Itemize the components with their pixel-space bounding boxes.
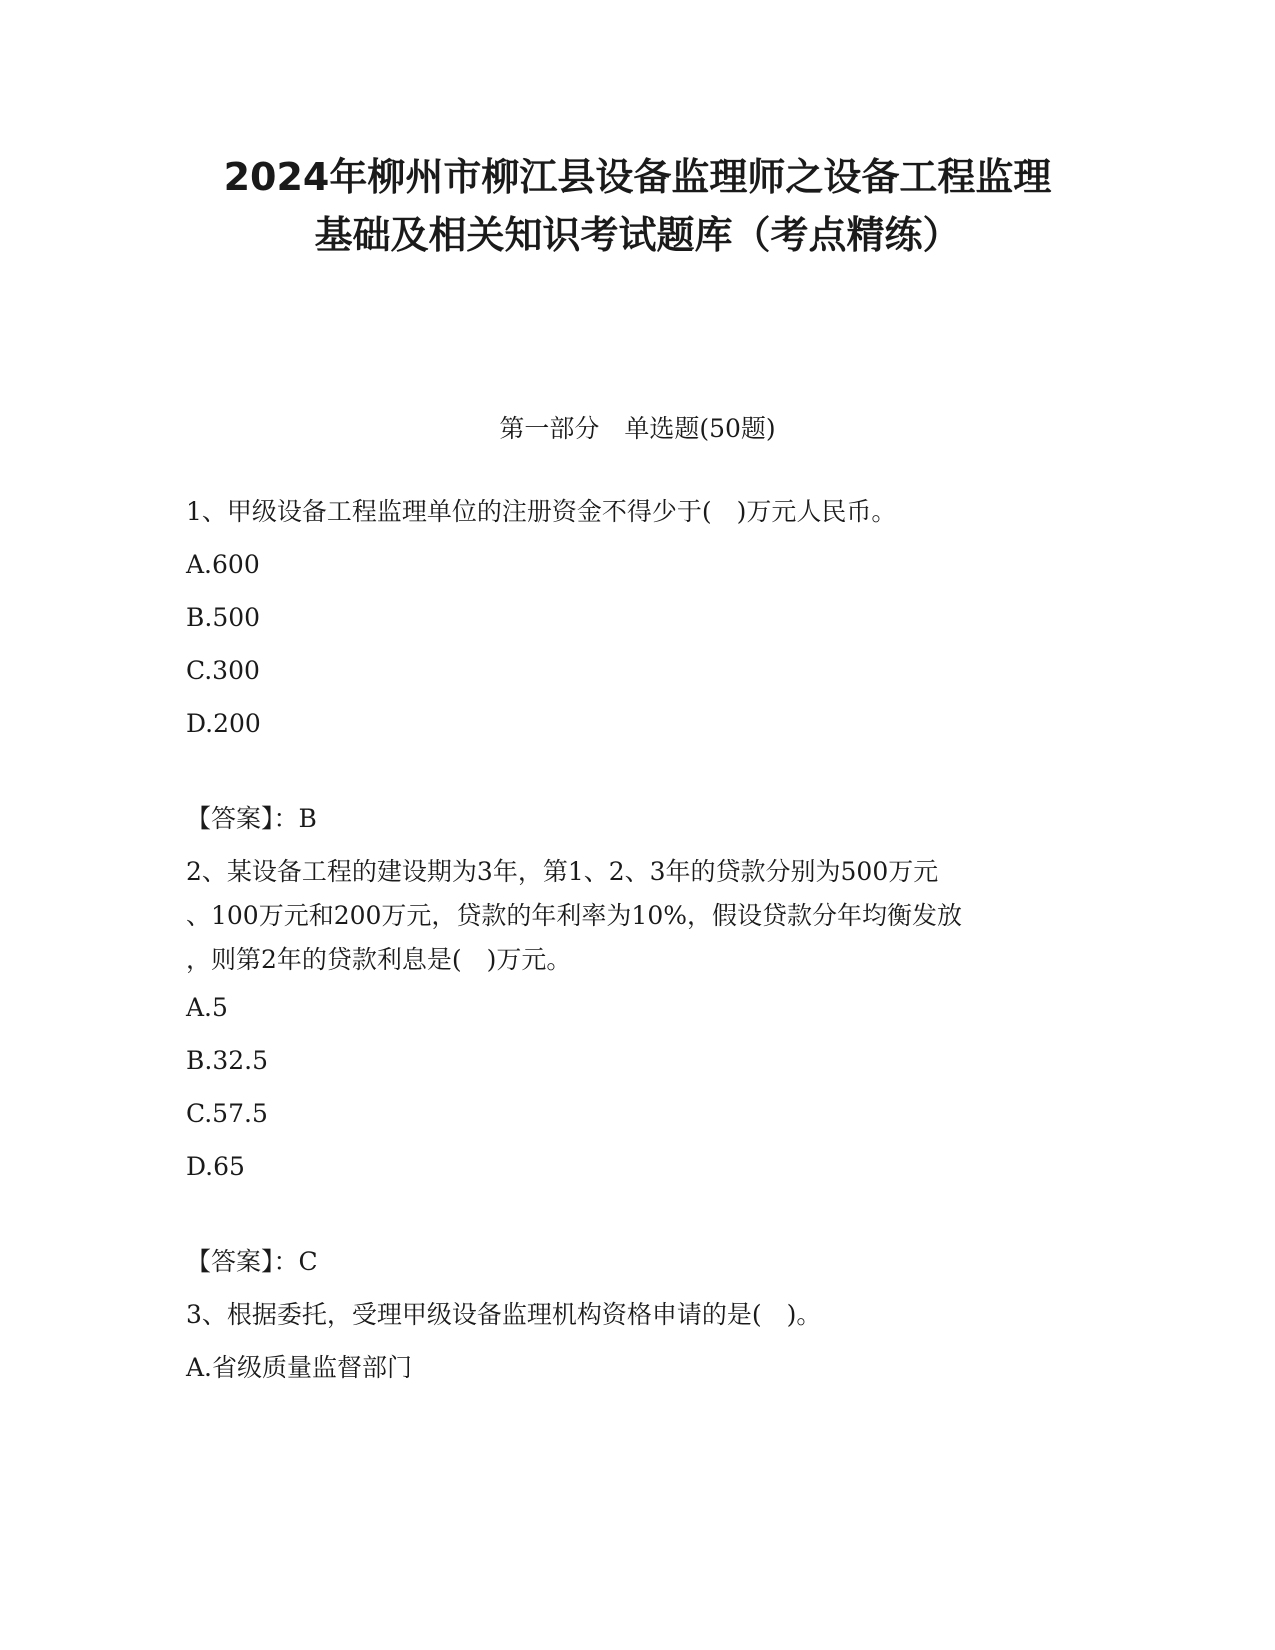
- question-2-option-b: B.32.5: [186, 1046, 268, 1075]
- question-3-stem: 3、根据委托，受理甲级设备监理机构资格申请的是( )。: [186, 1300, 822, 1329]
- question-2-option-d: D.65: [186, 1152, 245, 1181]
- question-2-stem-line-2: 、100万元和200万元，贷款的年利率为10%，假设贷款分年均衡发放: [186, 901, 963, 930]
- question-2-stem: [186, 850, 1086, 982]
- question-1-answer: 【答案】：B: [186, 804, 317, 833]
- document-title: [150, 148, 1125, 264]
- title-line-2: 基础及相关知识考试题库（考点精练）: [314, 213, 961, 257]
- question-2-stem-line-3: ，则第2年的贷款利息是( )万元。: [186, 945, 572, 974]
- question-1-stem: 1、甲级设备工程监理单位的注册资金不得少于( )万元人民币。: [186, 497, 897, 526]
- question-2-option-c: C.57.5: [186, 1099, 268, 1128]
- question-2-option-a: A.5: [186, 993, 228, 1022]
- question-1-option-b: B.500: [186, 603, 261, 632]
- question-1-option-a: A.600: [186, 550, 260, 579]
- question-1-option-c: C.300: [186, 656, 260, 685]
- question-3-option-a: A.省级质量监督部门: [186, 1353, 413, 1382]
- title-line-1: 2024年柳州市柳江县设备监理师之设备工程监理: [223, 155, 1052, 199]
- question-2-answer: 【答案】：C: [186, 1247, 318, 1276]
- question-2-stem-line-1: 2、某设备工程的建设期为3年，第1、2、3年的贷款分别为500万元: [186, 857, 939, 886]
- question-1-option-d: D.200: [186, 709, 261, 738]
- section-heading: 第一部分 单选题(50题): [499, 414, 776, 443]
